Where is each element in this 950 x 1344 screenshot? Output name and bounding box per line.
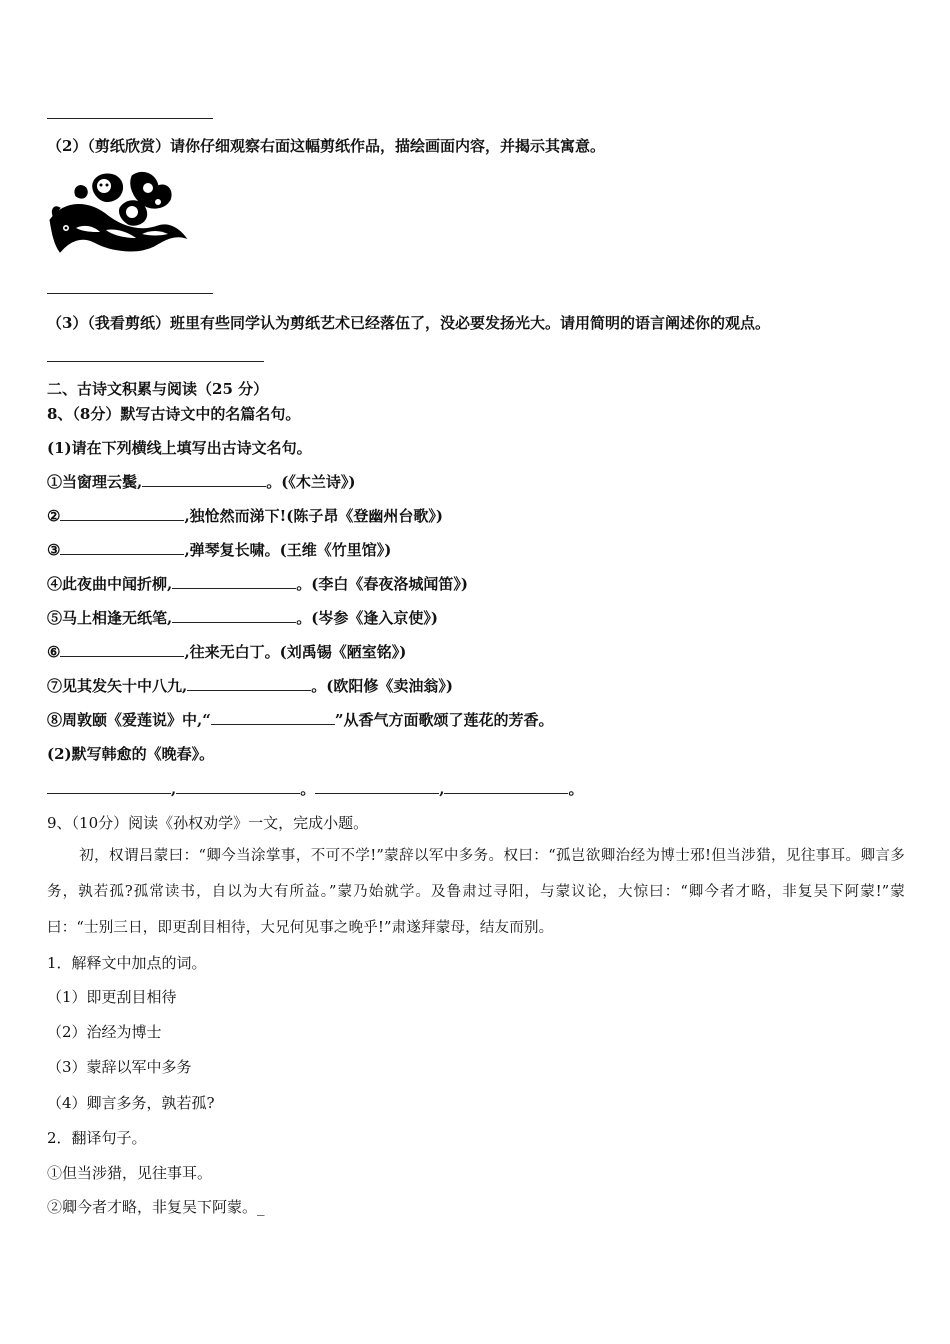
q8-part2: (2)默写韩愈的《晚春》。	[47, 745, 215, 763]
answer-line	[47, 361, 264, 362]
item-before: 当窗理云鬓,	[62, 473, 143, 491]
fill-blank[interactable]	[172, 574, 296, 589]
q8-item-3	[47, 540, 391, 560]
item-mark: ⑧	[47, 711, 63, 729]
item-after: ”从香气方面歌颂了莲花的芳香。	[334, 711, 554, 729]
item-mark: ⑤	[47, 609, 63, 627]
q8-item-1	[47, 472, 355, 492]
item-before: 周敦颐《爱莲说》中,“	[62, 711, 211, 729]
item-mark: ②	[47, 507, 61, 525]
item-before: 此夜曲中闻折柳,	[62, 575, 173, 593]
q9-title: 9、（10分）阅读《孙权劝学》一文，完成小题。	[47, 814, 369, 832]
q9-sub1-item: （1）即更刮目相待	[47, 988, 177, 1006]
papercut-image	[46, 168, 188, 256]
item-mark: ①	[47, 473, 63, 491]
q9-sub1-title: 1．解释文中加点的词。	[47, 954, 207, 972]
fill-blank[interactable]	[142, 472, 266, 487]
passage-text: 初，权谓吕蒙曰：“卿今当涂掌事，不可不学!”蒙辞以军中多务。权曰：“孤岂欲卿治经为博士邪!但当涉猎，见往事耳。卿言多务，孰若孤?孤常读书，自以为大有所益。”蒙乃始就学。及鲁肃过寻阳，与蒙议论，大惊曰：“卿今者才略，非复吴下阿蒙!”蒙曰：“士别三日，即更刮目相待，大兄何见事之晚乎!”肃遂拜蒙母，结友而别。	[47, 848, 905, 936]
fill-blank[interactable]	[172, 608, 296, 623]
fill-blank[interactable]	[315, 779, 439, 794]
q8-item-5	[47, 608, 438, 628]
q7-sub2-prompt: （2）（剪纸欣赏）请你仔细观察右面这幅剪纸作品，描绘画面内容，并揭示其寓意。	[47, 137, 605, 155]
fill-blank[interactable]	[60, 540, 184, 555]
item-after: 。(《木兰诗》)	[266, 473, 356, 491]
q8-item-7	[47, 676, 453, 696]
item-after: 。(欧阳修《卖油翁》)	[311, 677, 453, 695]
punct: 。	[300, 780, 316, 798]
fill-blank[interactable]	[187, 676, 311, 691]
q8-part1: (1)请在下列横线上填写出古诗文名句。	[47, 439, 312, 457]
item-mark: ⑦	[47, 677, 63, 695]
q8-title: 8、（8分）默写古诗文中的名篇名句。	[47, 405, 301, 423]
item-after: 。(李白《春夜洛城闻笛》)	[296, 575, 468, 593]
punct: ,	[171, 780, 177, 798]
punct: 。	[568, 780, 584, 798]
item-before: 见其发矢十中八九,	[62, 677, 188, 695]
fill-blank[interactable]	[211, 710, 335, 725]
punct: ,	[439, 780, 445, 798]
q8-item-4	[47, 574, 468, 594]
q9-passage	[47, 838, 905, 946]
q7-sub3-prompt: （3）（我看剪纸）班里有些同学认为剪纸艺术已经落伍了，没必要发扬光大。请用简明的语言阐述你的观点。	[47, 314, 770, 332]
fill-blank[interactable]	[176, 779, 300, 794]
q8-item-8	[47, 710, 554, 730]
item-after: 。(岑参《逢入京使》)	[296, 609, 438, 627]
item-after: ,弹琴复长啸。(王维《竹里馆》)	[184, 541, 392, 559]
item-before: 马上相逢无纸笔,	[62, 609, 173, 627]
item-after: ,往来无白丁。(刘禹锡《陋室铭》)	[184, 643, 407, 661]
answer-line	[47, 293, 213, 294]
q9-sub2-item: ①但当涉猎，见往事耳。	[47, 1164, 213, 1182]
q8-item-2	[47, 506, 443, 526]
q9-sub1-item: （3）蒙辞以军中多务	[47, 1058, 192, 1076]
fill-blank[interactable]	[444, 779, 568, 794]
q9-sub2-item: ②卿今者才略，非复吴下阿蒙。_	[47, 1198, 265, 1216]
item-after: ,独怆然而涕下!(陈子昂《登幽州台歌》)	[184, 507, 443, 525]
fill-blank[interactable]	[60, 506, 184, 521]
q8-part2-blanks	[47, 779, 584, 799]
q9-sub1-item: （4）卿言多务，孰若孤?	[47, 1094, 215, 1112]
q9-sub1-item: （2）治经为博士	[47, 1023, 162, 1041]
item-mark: ④	[47, 575, 63, 593]
fill-blank[interactable]	[60, 642, 184, 657]
item-mark: ③	[47, 541, 61, 559]
fill-blank[interactable]	[47, 779, 171, 794]
q9-sub2-title: 2．翻译句子。	[47, 1129, 147, 1147]
q8-item-6	[47, 642, 406, 662]
item-mark: ⑥	[47, 643, 61, 661]
section-heading: 二、古诗文积累与阅读（25 分）	[47, 380, 269, 398]
answer-line	[47, 118, 213, 119]
